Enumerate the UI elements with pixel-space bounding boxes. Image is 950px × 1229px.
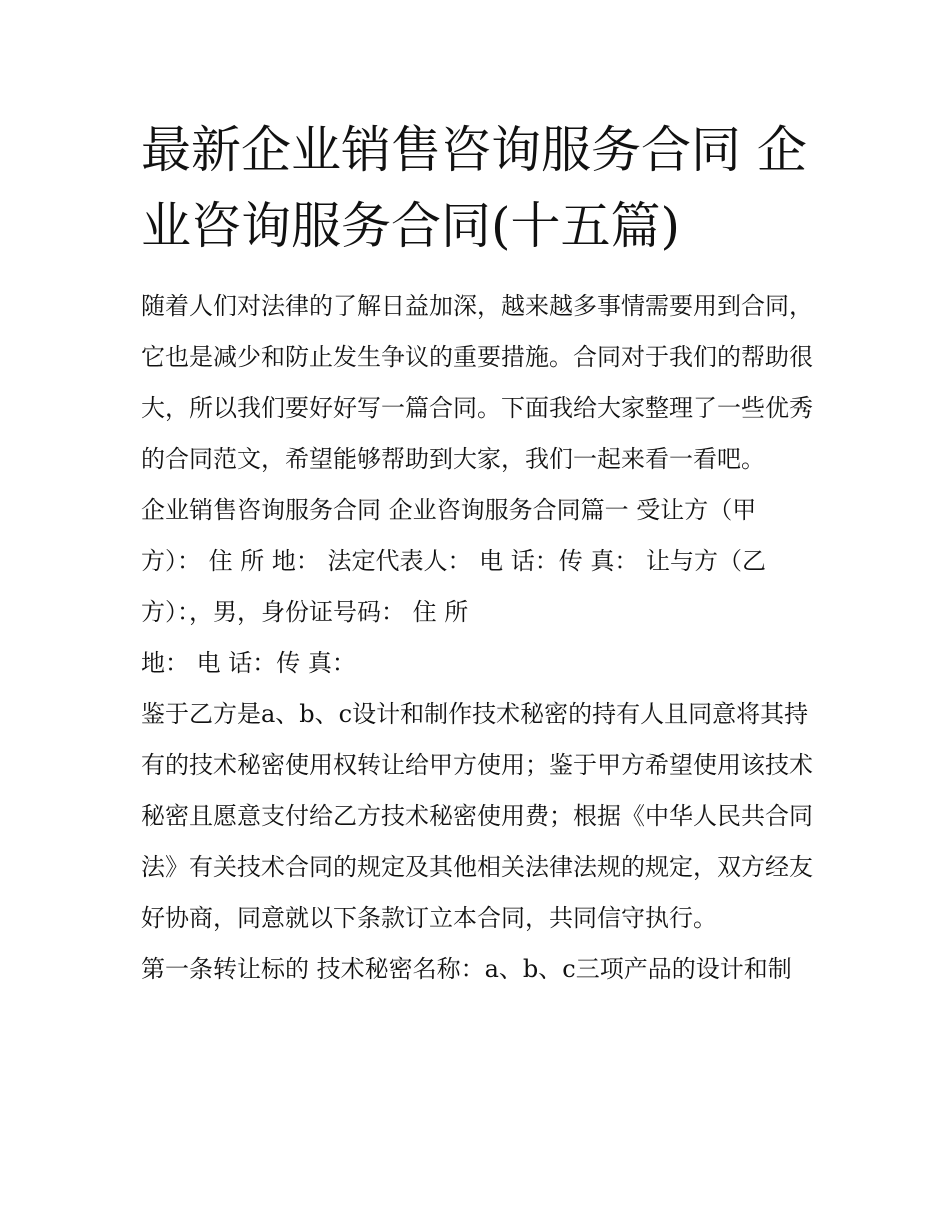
parties-paragraph (141, 485, 813, 689)
parties-line: 企业销售咨询服务合同 企业咨询服务合同篇一 受让方（甲 (141, 496, 757, 524)
recital-paragraph: 鉴于乙方是a、b、c设计和制作技术秘密的持有人且同意将其持有的技术秘密使用权转让给甲方使用；鉴于甲方希望使用该技术秘密且愿意支付给乙方技术秘密使用费；根据《中华人民共合同法》有关技术合同的规定及其他相关法律法规的规定，双方经友好协商，同意就以下条款订立本合同，共同信守执行。 (141, 700, 813, 932)
parties-line: 方）： 住 所 地： 法定代表人： 电 话：传 真： 让与方（乙 (141, 547, 767, 575)
article-1-paragraph: 第一条转让标的 技术秘密名称：a、b、c三项产品的设计和制 (141, 955, 792, 983)
intro-paragraph: 随着人们对法律的了解日益加深，越来越多事情需要用到合同，它也是减少和防止发生争议的重要措施。合同对于我们的帮助很大，所以我们要好好写一篇合同。下面我给大家整理了一些优秀的合同范文，希望能够帮助到大家，我们一起来看一看吧。 (141, 292, 813, 473)
parties-line: 方）：，男，身份证号码： 住 所 (141, 598, 469, 626)
document-body (141, 112, 813, 995)
parties-line: 地： 电 话：传 真： (141, 649, 356, 677)
document-title: 最新企业销售咨询服务合同 企业咨询服务合同(十五篇) (141, 121, 807, 255)
